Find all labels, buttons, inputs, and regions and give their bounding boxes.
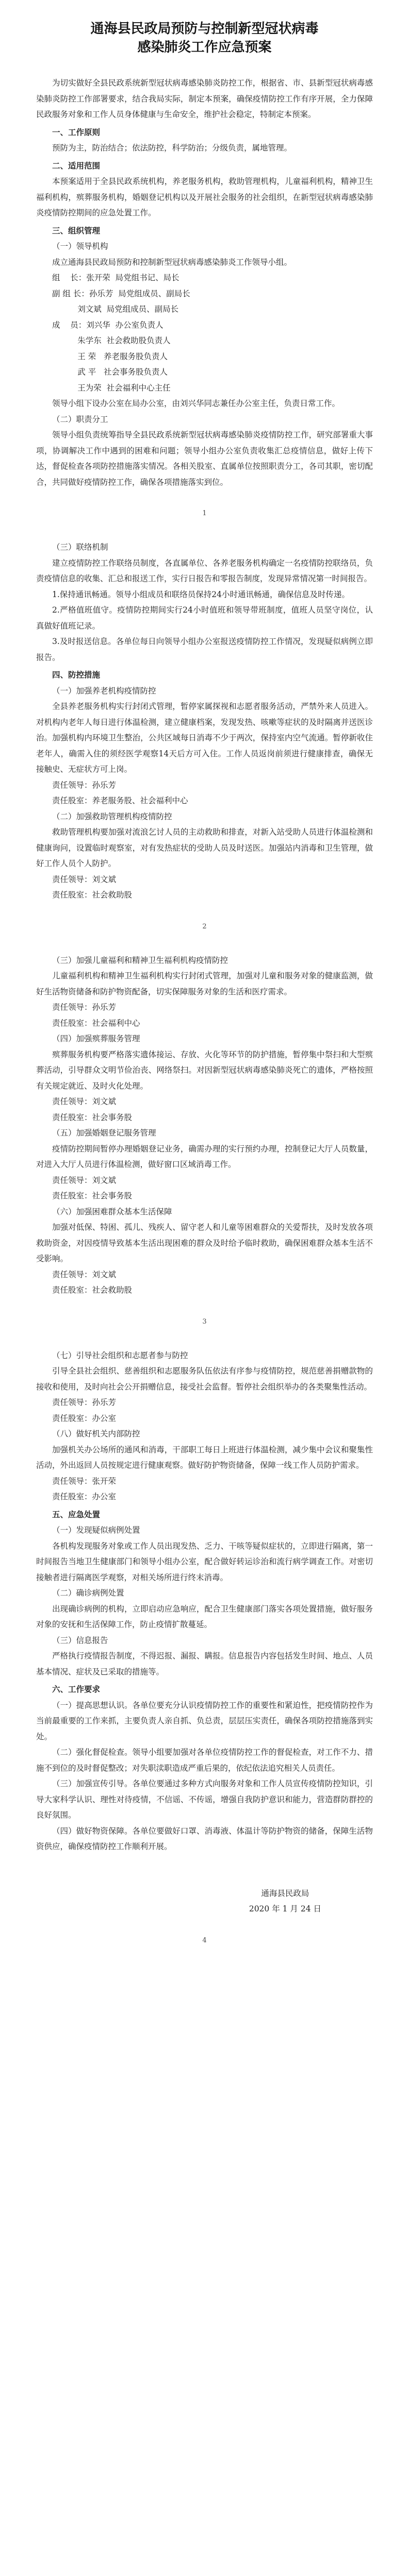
measure-8-body: 加强机关办公场所的通风和消毒，干部职工每日上班进行体温检测，减少集中会议和聚集性活动，外出返回人员按规定进行健康观察。做好防护物资储备，保障一线工作人员防护需求。	[36, 1445, 373, 1470]
section-3-3-body: 建立疫情防控工作联络员制度，各直属单位、各养老服务机构确定一名疫情防控联络员，负责疫情信息的收集、汇总和报送工作，实行日报告和零报告制度，发现异常情况第一时间报告。	[36, 558, 373, 583]
measure-6-body: 加强对低保、特困、孤儿、残疾人、留守老人和儿童等困难群众的关爱帮扶，及时发放各项救助资金，对因疫情导致基本生活出现困难的群众及时给予临时救助，确保困难群众基本生活不受影响。	[36, 1223, 373, 1263]
section-3-title: 三、组织管理	[52, 225, 101, 235]
leader-name: 张开荣	[92, 1476, 117, 1486]
measure-5-title: （五）加强婚姻登记服务管理	[52, 1128, 156, 1138]
section-1-body: 预防为主，防治结合；依法防控，科学防治；分级负责，属地管理。	[52, 143, 292, 152]
section-6-title: 六、工作要求	[52, 1684, 101, 1694]
page-number: 3	[202, 1317, 207, 1326]
section-3-2-body: 领导小组负责统筹指导全县民政系统新型冠状病毒感染肺炎疫情防控工作，研究部署重大事项，协调解决工作中遇到的困难和问题；领导小组办公室负责收集汇总疫情信息，做好上传下达，督促检查各项防控措施落实情况。各相关股室、直属单位按照职责分工，各司其职，密切配合，共同做好疫情防控工作，确保各项措施落实到位。	[36, 430, 373, 487]
measure-8-leader	[36, 1473, 373, 1489]
section-2-body: 本预案适用于全县民政系统机构，养老服务机构，救助管理机构，儿童福利机构，精神卫生福利机构，殡葬服务机构，婚姻登记机构以及开展社会服务的社会组织，在新型冠状病毒感染肺炎疫情防控期间的应急处置工作。	[36, 177, 373, 217]
measure-1-title: （一）加强养老机构疫情防控	[52, 686, 156, 696]
section-3-3-title: （三）联络机制	[52, 543, 108, 552]
title-line-2: 感染肺炎工作应急预案	[137, 40, 272, 55]
measure-4-title: （四）加强殡葬服务管理	[52, 1034, 140, 1043]
section-4-title: 四、防控措施	[52, 670, 101, 680]
measure-7-body: 引导全县社会组织、慈善组织和志愿服务队伍依法有序参与疫情防控，规范慈善捐赠款物的接收和使用，及时向社会公开捐赠信息，接受社会监督。暂停社会组织举办的各类聚集性活动。	[36, 1366, 373, 1392]
section-5-2-body: 出现确诊病例的机构，立即启动应急响应，配合卫生健康部门落实各项处置措施，做好服务对象的安抚和生活保障工作，防止疫情扩散蔓延。	[36, 1604, 373, 1629]
measure-6-unit	[36, 1282, 373, 1298]
intro-paragraph: 为切实做好全县民政系统新型冠状病毒感染肺炎防控工作，根据省、市、县新型冠状病毒感染肺炎防控工作部署要求，结合我局实际，制定本预案，确保疫情防控工作有序开展，全力保障民政服务对象和工作人员身体健康与生命安全，维护社会稳定，特制定本预案。	[36, 78, 373, 119]
section-3-3-item-1: 1.保持通讯畅通。领导小组成员和联络员保持24小时通讯畅通，确保信息及时传递。	[52, 589, 350, 599]
measure-5-unit	[36, 1188, 373, 1204]
signing-date: 2020 年 1 月 24 日	[249, 1904, 321, 1913]
measure-3-unit	[36, 1015, 373, 1031]
unit-name: 社会救助股	[92, 890, 133, 900]
section-5-3-title: （三）信息报告	[52, 1635, 108, 1645]
leader-label: 责任领导：	[52, 1398, 92, 1407]
unit-name: 养老服务股、社会福利中心	[92, 796, 188, 805]
section-5-3-body: 严格执行疫情报告制度，不得迟报、漏报、瞒报。信息报告内容包括发生时间、地点、人员基本情况、症状及已采取的措施等。	[36, 1651, 373, 1676]
unit-label: 责任股室：	[52, 1018, 92, 1028]
measure-3-title: （三）加强儿童福利和精神卫生福利机构疫情防控	[52, 955, 228, 965]
roster-line: 武 平 社会事务股负责人	[52, 367, 168, 377]
measure-7-unit	[36, 1411, 373, 1427]
unit-name: 社会福利中心	[92, 1018, 140, 1028]
signing-organization: 通海县民政局	[261, 1888, 309, 1898]
measure-1-body: 全县养老服务机构实行封闭式管理，暂停家属探视和志愿者服务活动，严禁外来人员进入。对机构内老年人每日进行体温检测，建立健康档案，发现发热、咳嗽等症状的及时隔离并送医诊治。加强机构内环境卫生整治，公共区域每日消毒不少于两次，保持室内空气流通。暂停新收住老年人，确需入住的须经医学观察14天后方可入住。工作人员返岗前须进行健康排查，确保无接触史、无症状方可上岗。	[36, 702, 373, 774]
section-5-1-title: （一）发现疑似病例处置	[52, 1526, 140, 1535]
measure-6-title: （六）加强困难群众基本生活保障	[52, 1207, 172, 1216]
signature-block	[36, 1886, 373, 1917]
leader-name: 刘文斌	[92, 1097, 117, 1106]
section-2-title: 二、适用范围	[52, 160, 101, 171]
requirement-1: （一）提高思想认识。各单位要充分认识疫情防控工作的重要性和紧迫性，把疫情防控作为当前最重要的工作来抓，主要负责人亲自抓、负总责，层层压实责任，确保各项防控措施落到实处。	[36, 1700, 373, 1741]
leader-label: 责任领导：	[52, 1175, 92, 1185]
leader-label: 责任领导：	[52, 874, 92, 884]
section-3-3-item-3: 3.及时报送信息。各单位每日向领导小组办公室报送疫情防控工作情况，发现疑似病例立即报告。	[36, 637, 373, 662]
measure-2-leader	[36, 872, 373, 888]
unit-name: 办公室	[92, 1413, 117, 1423]
leader-label: 责任领导：	[52, 1269, 92, 1279]
section-3-3-item-2: 2.严格值班值守。疫情防控期间实行24小时值班和领导带班制度，值班人员坚守岗位，认真做好值班记录。	[36, 605, 373, 631]
unit-name: 办公室	[92, 1492, 117, 1501]
roster-line: 副 组 长：孙乐芳 局党组成员、副局长	[52, 289, 190, 298]
section-5-2-title: （二）确诊病例处置	[52, 1588, 124, 1598]
measure-6-leader	[36, 1267, 373, 1283]
roster-line: 刘文斌 局党组成员、副局长	[52, 304, 179, 314]
measure-3-body: 儿童福利机构和精神卫生福利机构实行封闭式管理，加强对儿童和服务对象的健康监测，做好生活物资储备和防护物资配备，切实保障服务对象的生活和医疗需求。	[36, 971, 373, 996]
measure-2-body: 救助管理机构要加强对流浪乞讨人员的主动救助和排查，对新入站受助人员进行体温检测和健康询问，设置临时观察室，对有发热症状的受助人员及时送医。加强站内消毒和卫生管理，做好工作人员个人防护。	[36, 827, 373, 868]
unit-label: 责任股室：	[52, 1492, 92, 1501]
measure-7-title: （七）引导社会组织和志愿者参与防控	[52, 1350, 188, 1360]
page-number: 4	[202, 1936, 207, 1944]
section-1-title: 一、工作原则	[52, 127, 101, 137]
page-number: 1	[202, 510, 207, 517]
requirement-2: （二）强化督促检查。领导小组要加强对各单位疫情防控工作的督促检查，对工作不力、措施不到位的及时督促整改；对失职渎职造成严重后果的，依纪依法追究相关人员责任。	[36, 1748, 373, 1773]
measure-5-leader	[36, 1173, 373, 1189]
measure-4-leader	[36, 1094, 373, 1110]
unit-label: 责任股室：	[52, 1112, 92, 1122]
unit-label: 责任股室：	[52, 1191, 92, 1200]
leader-label: 责任领导：	[52, 1003, 92, 1012]
measure-1-unit	[36, 793, 373, 809]
section-3-2-title: （二）职责分工	[52, 414, 108, 424]
unit-label: 责任股室：	[52, 1285, 92, 1295]
measure-4-unit	[36, 1110, 373, 1126]
leader-name: 孙乐芳	[92, 1003, 117, 1012]
roster-line: 朱学东 社会救助股负责人	[52, 336, 171, 345]
section-5-title: 五、应急处置	[52, 1509, 101, 1519]
leader-name: 孙乐芳	[92, 780, 117, 790]
title-line-1: 通海县民政局预防与控制新型冠状病毒	[90, 21, 319, 37]
unit-label: 责任股室：	[52, 1413, 92, 1423]
roster-line: 组 长：张开荣 局党组书记、局长	[52, 273, 179, 282]
measure-1-leader	[36, 777, 373, 793]
section-5-1-body: 各机构发现服务对象或工作人员出现发热、乏力、干咳等疑似症状的，立即进行隔离，第一时间报告当地卫生健康部门和领导小组办公室，配合做好转运诊治和流行病学调查工作。对密切接触者进行隔离医学观察，对相关场所进行终末消毒。	[36, 1541, 373, 1582]
measure-8-unit	[36, 1489, 373, 1505]
measure-5-body: 疫情防控期间暂停办理婚姻登记业务，确需办理的实行预约办理，控制登记大厅人员数量，对进入大厅人员进行体温检测，做好窗口区域消毒工作。	[36, 1144, 373, 1169]
leader-name: 孙乐芳	[92, 1398, 117, 1407]
leader-name: 刘文斌	[92, 1269, 117, 1279]
leader-name: 刘文斌	[92, 1175, 117, 1185]
roster-note: 领导小组下设办公室在局办公室，由刘兴华同志兼任办公室主任，负责日常工作。	[52, 399, 340, 408]
document-title	[36, 20, 373, 57]
unit-label: 责任股室：	[52, 796, 92, 805]
roster-line: 成 员：刘兴华 办公室负责人	[52, 320, 163, 330]
leader-name: 刘文斌	[92, 874, 117, 884]
section-3-1-title: （一）领导机构	[52, 242, 108, 251]
measure-4-body: 殡葬服务机构要严格落实遗体接运、存放、火化等环节的防护措施，暂停集中祭扫和大型殡葬活动，引导群众文明节俭治丧、网络祭扫。对因新型冠状病毒感染肺炎死亡的遗体，严格按照有关规定就近、及时火化处理。	[36, 1049, 373, 1091]
unit-name: 社会事务股	[92, 1112, 133, 1122]
leader-label: 责任领导：	[52, 780, 92, 790]
leadership-roster	[36, 270, 373, 396]
measure-8-title: （八）做好机关内部防控	[52, 1429, 140, 1438]
requirement-4: （四）做好物资保障。各单位要做好口罩、消毒液、体温计等防护物资的储备，保障生活物资供应，确保疫情防控工作顺利开展。	[36, 1826, 373, 1851]
measure-2-title: （二）加强救助管理机构疫情防控	[52, 811, 172, 821]
measure-2-unit	[36, 887, 373, 903]
unit-name: 社会事务股	[92, 1191, 133, 1200]
requirement-3: （三）加强宣传引导。各单位要通过多种方式向服务对象和工作人员宣传疫情防控知识，引导大家科学认识、理性对待疫情，不信谣、不传谣，增强自我防护意识和能力，营造群防群控的良好氛围。	[36, 1779, 373, 1820]
measure-3-leader	[36, 999, 373, 1015]
leader-label: 责任领导：	[52, 1476, 92, 1486]
roster-line: 王为荣 社会福利中心主任	[52, 383, 171, 393]
leader-label: 责任领导：	[52, 1097, 92, 1106]
section-3-1-body: 成立通海县民政局预防和控制新型冠状病毒感染肺炎工作领导小组。	[52, 257, 292, 267]
unit-label: 责任股室：	[52, 890, 92, 900]
measure-7-leader	[36, 1395, 373, 1411]
unit-name: 社会救助股	[92, 1285, 133, 1295]
roster-line: 王 荣 养老服务股负责人	[52, 351, 168, 361]
page-number: 2	[202, 922, 207, 930]
